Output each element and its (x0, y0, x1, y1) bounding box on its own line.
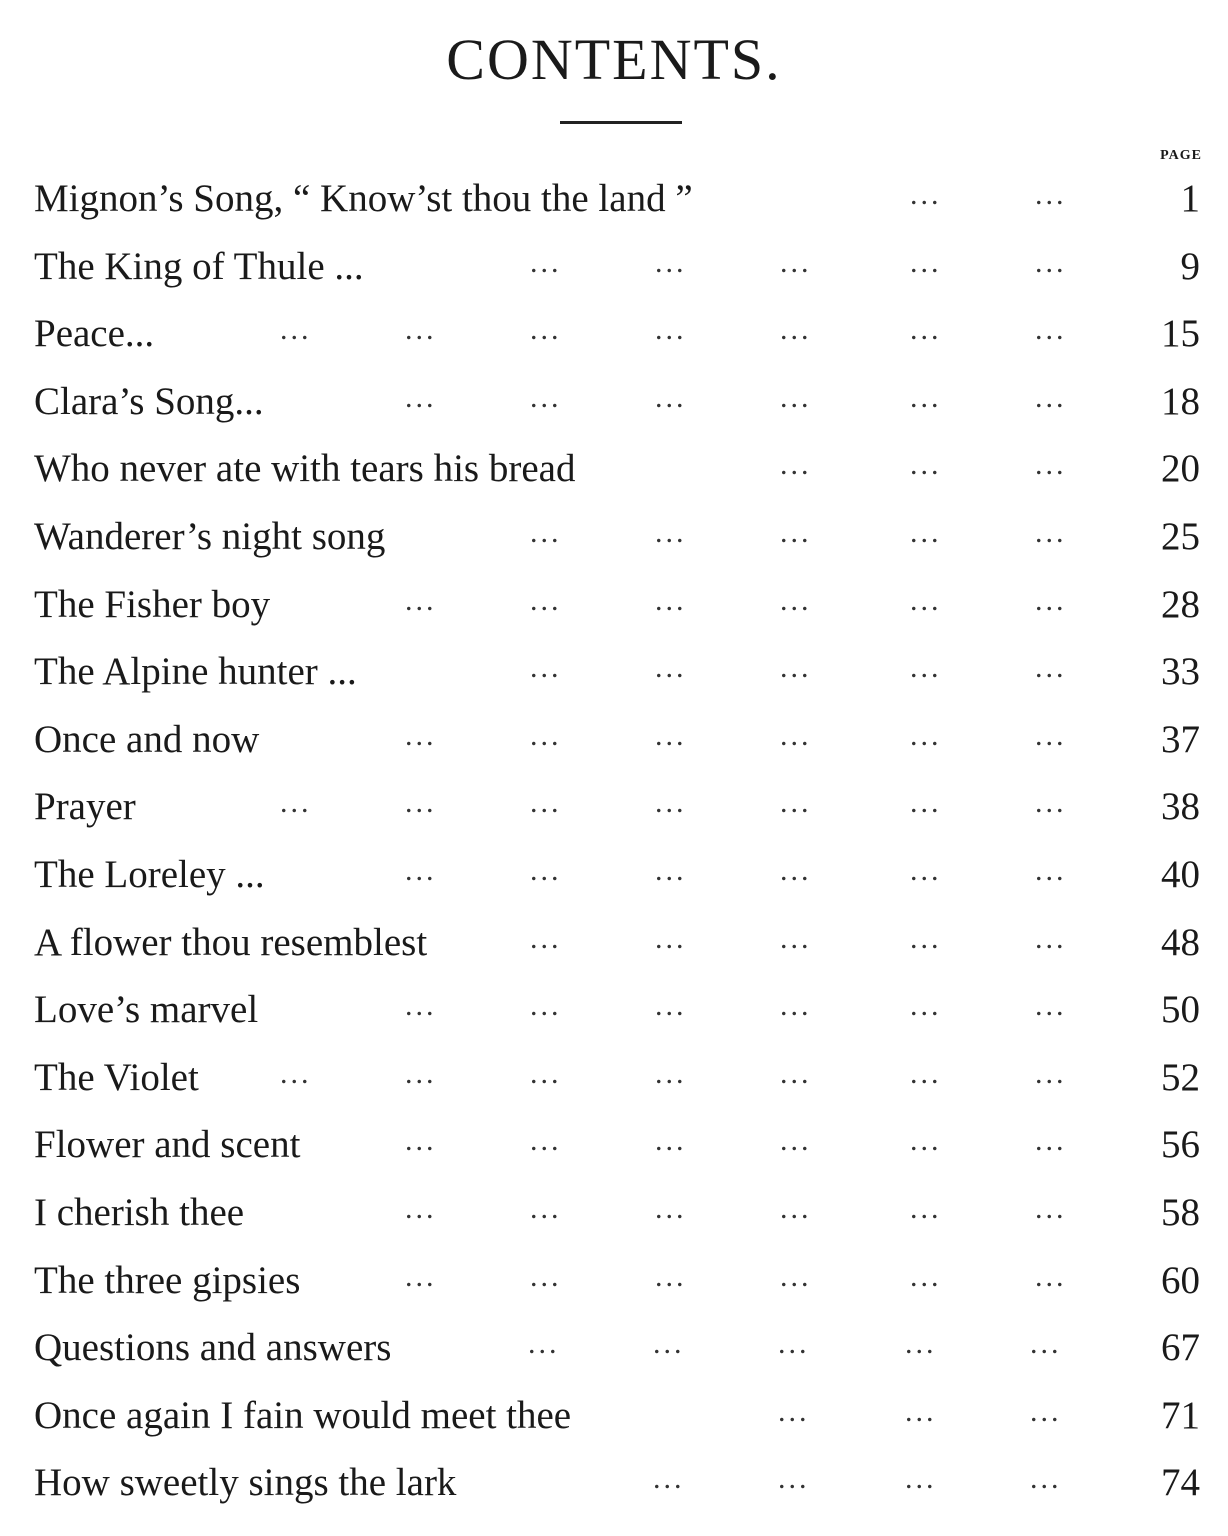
leader-dots: ... (905, 1327, 937, 1361)
leader-dots: ... (780, 1259, 812, 1293)
leader-dots: ... (653, 1462, 685, 1496)
entry-title: Prayer (34, 785, 136, 829)
entry-title: Wanderer’s night song (34, 514, 386, 558)
leader-dots: ... (1035, 448, 1067, 482)
leader-dots: ... (1035, 1124, 1067, 1158)
leader-dots: ... (405, 786, 437, 820)
contents-entry (0, 1114, 1228, 1182)
leader-dots: ... (405, 380, 437, 414)
leader-dots: ... (530, 583, 562, 617)
leader-dots: ... (530, 1191, 562, 1225)
leader-dots: ... (405, 1124, 437, 1158)
leader-dots: ... (910, 989, 942, 1023)
leader-dots: ... (780, 1056, 812, 1090)
entry-page-number: 37 (1161, 717, 1200, 761)
leader-dots: ... (1035, 651, 1067, 685)
entry-title: Once and now (34, 717, 260, 761)
leader-dots: ... (910, 1191, 942, 1225)
leader-dots: ... (780, 651, 812, 685)
contents-entry (0, 1250, 1228, 1318)
leader-dots: ... (1035, 313, 1067, 347)
entry-title: The Violet (34, 1055, 199, 1099)
leader-dots: ... (655, 313, 687, 347)
leader-dots: ... (405, 853, 437, 887)
leader-dots: ... (1035, 515, 1067, 549)
entry-page-number: 33 (1161, 650, 1200, 694)
leader-dots: ... (780, 448, 812, 482)
leader-dots: ... (530, 718, 562, 752)
entry-title: A flower thou resemblest (34, 920, 428, 964)
entry-title: How sweetly sings the lark (34, 1461, 457, 1505)
leader-dots: ... (530, 853, 562, 887)
leader-dots: ... (530, 989, 562, 1023)
title-rule (560, 121, 682, 124)
contents-entry (0, 844, 1228, 912)
entry-title: Who never ate with tears his bread (34, 447, 576, 491)
leader-dots: ... (405, 313, 437, 347)
contents-entry (0, 1452, 1228, 1520)
contents-entry (0, 574, 1228, 642)
contents-entry (0, 168, 1228, 236)
leader-dots: ... (905, 1462, 937, 1496)
leader-dots: ... (655, 921, 687, 955)
entry-title: Once again I fain would meet thee (34, 1393, 572, 1437)
leader-dots: ... (780, 786, 812, 820)
leader-dots: ... (1035, 718, 1067, 752)
leader-dots: ... (655, 718, 687, 752)
entry-page-number: 50 (1161, 988, 1200, 1032)
leader-dots: ... (910, 718, 942, 752)
entry-page-number: 28 (1161, 582, 1200, 626)
leader-dots: ... (1035, 1056, 1067, 1090)
entry-page-number: 9 (1180, 244, 1200, 288)
leader-dots: ... (530, 380, 562, 414)
entry-page-number: 48 (1161, 920, 1200, 964)
leader-dots: ... (655, 853, 687, 887)
leader-dots: ... (655, 989, 687, 1023)
contents-entry (0, 1385, 1228, 1453)
leader-dots: ... (655, 245, 687, 279)
leader-dots: ... (655, 1191, 687, 1225)
leader-dots: ... (655, 515, 687, 549)
leader-dots: ... (780, 921, 812, 955)
leader-dots: ... (910, 245, 942, 279)
leader-dots: ... (910, 853, 942, 887)
leader-dots: ... (780, 989, 812, 1023)
leader-dots: ... (530, 1056, 562, 1090)
entry-title: Flower and scent (34, 1123, 301, 1167)
leader-dots: ... (655, 1124, 687, 1158)
leader-dots: ... (405, 1191, 437, 1225)
entry-page-number: 56 (1161, 1123, 1200, 1167)
contents-entry (0, 1047, 1228, 1115)
leader-dots: ... (778, 1462, 810, 1496)
leader-dots: ... (910, 515, 942, 549)
leader-dots: ... (655, 651, 687, 685)
entry-page-number: 71 (1161, 1393, 1200, 1437)
entry-page-number: 58 (1161, 1190, 1200, 1234)
page-title: CONTENTS. (446, 27, 782, 92)
contents-list (0, 168, 1228, 1520)
leader-dots: ... (780, 1124, 812, 1158)
page-column-header: PAGE (1160, 148, 1202, 163)
contents-entry (0, 371, 1228, 439)
leader-dots: ... (1035, 921, 1067, 955)
leader-dots: ... (910, 1124, 942, 1158)
leader-dots: ... (530, 245, 562, 279)
entry-page-number: 15 (1161, 312, 1200, 356)
leader-dots: ... (780, 380, 812, 414)
leader-dots: ... (530, 515, 562, 549)
entry-title: Questions and answers (34, 1326, 392, 1370)
leader-dots: ... (530, 1124, 562, 1158)
leader-dots: ... (530, 313, 562, 347)
leader-dots: ... (778, 1394, 810, 1428)
entry-page-number: 40 (1161, 852, 1200, 896)
leader-dots: ... (780, 718, 812, 752)
entry-title: Mignon’s Song, “ Know’st thou the land ” (34, 177, 693, 220)
leader-dots: ... (910, 313, 942, 347)
leader-dots: ... (1035, 1259, 1067, 1293)
leader-dots: ... (655, 380, 687, 414)
entry-title: The Alpine hunter ... (34, 650, 357, 694)
entry-title: The three gipsies (34, 1258, 301, 1302)
leader-dots: ... (1035, 1191, 1067, 1225)
contents-entry (0, 979, 1228, 1047)
contents-entry (0, 303, 1228, 371)
leader-dots: ... (655, 786, 687, 820)
leader-dots: ... (910, 448, 942, 482)
leader-dots: ... (1030, 1327, 1062, 1361)
leader-dots: ... (1035, 583, 1067, 617)
leader-dots: ... (655, 1056, 687, 1090)
leader-dots: ... (405, 718, 437, 752)
contents-entry (0, 236, 1228, 304)
leader-dots: ... (1035, 178, 1067, 211)
entry-page-number: 1 (1180, 177, 1200, 220)
leader-dots: ... (530, 1259, 562, 1293)
leader-dots: ... (1035, 989, 1067, 1023)
leader-dots: ... (405, 583, 437, 617)
leader-dots: ... (780, 853, 812, 887)
leader-dots: ... (280, 313, 312, 347)
leader-dots: ... (910, 786, 942, 820)
entry-page-number: 38 (1161, 785, 1200, 829)
leader-dots: ... (910, 1056, 942, 1090)
leader-dots: ... (528, 1327, 560, 1361)
leader-dots: ... (1035, 786, 1067, 820)
leader-dots: ... (655, 1259, 687, 1293)
leader-dots: ... (653, 1327, 685, 1361)
entry-title: Love’s marvel (34, 988, 259, 1032)
leader-dots: ... (405, 1259, 437, 1293)
entry-title: I cherish thee (34, 1190, 245, 1234)
leader-dots: ... (910, 921, 942, 955)
entry-page-number: 20 (1161, 447, 1200, 491)
leader-dots: ... (405, 989, 437, 1023)
entry-title: The Loreley ... (34, 852, 265, 896)
leader-dots: ... (780, 1191, 812, 1225)
contents-entry (0, 506, 1228, 574)
entry-title: The King of Thule ... (34, 244, 364, 288)
entry-page-number: 52 (1161, 1055, 1200, 1099)
leader-dots: ... (780, 583, 812, 617)
leader-dots: ... (780, 515, 812, 549)
entry-page-number: 25 (1161, 514, 1200, 558)
contents-entry (0, 641, 1228, 709)
leader-dots: ... (405, 1056, 437, 1090)
contents-entry (0, 1317, 1228, 1385)
leader-dots: ... (910, 583, 942, 617)
entry-page-number: 60 (1161, 1258, 1200, 1302)
contents-entry (0, 438, 1228, 506)
leader-dots: ... (910, 178, 942, 211)
entry-page-number: 18 (1161, 379, 1200, 423)
entry-title: Peace... (34, 312, 155, 356)
leader-dots: ... (910, 651, 942, 685)
contents-entry (0, 776, 1228, 844)
leader-dots: ... (1035, 245, 1067, 279)
leader-dots: ... (280, 786, 312, 820)
contents-entry (0, 1182, 1228, 1250)
entry-page-number: 74 (1161, 1461, 1200, 1505)
leader-dots: ... (655, 583, 687, 617)
leader-dots: ... (530, 786, 562, 820)
entry-page-number: 67 (1161, 1326, 1200, 1370)
leader-dots: ... (1030, 1394, 1062, 1428)
contents-entry (0, 709, 1228, 777)
leader-dots: ... (1035, 380, 1067, 414)
leader-dots: ... (1030, 1462, 1062, 1496)
contents-entry (0, 912, 1228, 980)
leader-dots: ... (530, 921, 562, 955)
leader-dots: ... (530, 651, 562, 685)
entry-title: The Fisher boy (34, 582, 271, 626)
leader-dots: ... (910, 1259, 942, 1293)
leader-dots: ... (910, 380, 942, 414)
leader-dots: ... (1035, 853, 1067, 887)
leader-dots: ... (780, 245, 812, 279)
leader-dots: ... (280, 1056, 312, 1090)
leader-dots: ... (778, 1327, 810, 1361)
entry-title: Clara’s Song... (34, 379, 264, 423)
leader-dots: ... (905, 1394, 937, 1428)
leader-dots: ... (780, 313, 812, 347)
